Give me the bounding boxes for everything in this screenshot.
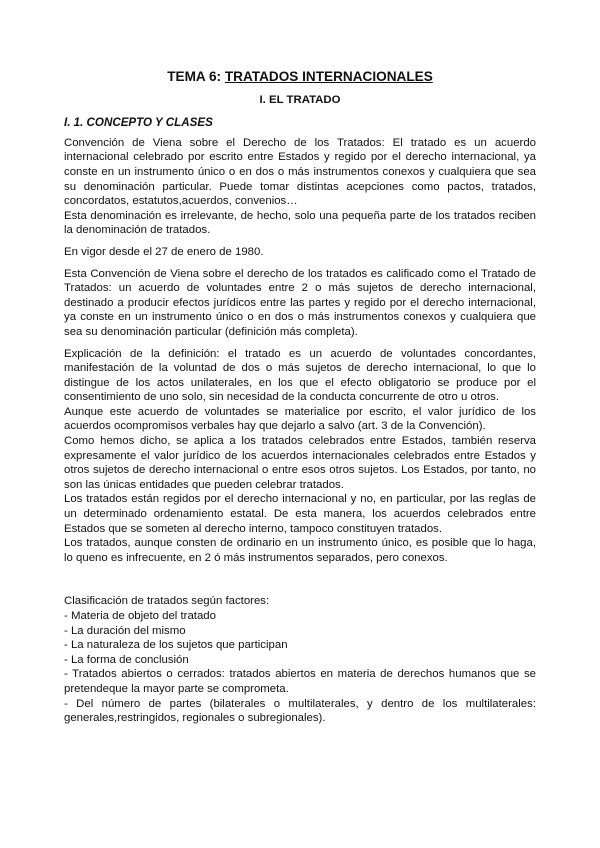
paragraph-instruments: Los tratados, aunque consten de ordinario en un instrumento único, es posible que lo haga, lo queno es infrecuente, en 2 ó más instrumentos separados, pero conexos. bbox=[64, 537, 536, 564]
list-item: - Materia de objeto del tratado bbox=[64, 610, 216, 622]
title-prefix: TEMA 6: bbox=[167, 69, 225, 84]
list-item: - Tratados abiertos o cerrados: tratados abiertos en materia de derechos humanos que se pretendeque la mayor parte se comprometa. bbox=[64, 668, 536, 695]
paragraph-international-law: Los tratados están regidos por el derecho internacional y no, en particular, por las reglas de un determinado ordenamiento estatal. De esta manera, los acuerdos celebrados entre Estados que se someten al derecho interno, tampoco constituyen tratados. bbox=[64, 493, 536, 535]
classification-intro: Clasificación de tratados según factores: bbox=[64, 595, 270, 608]
paragraph-treaty-of-treaties: Esta Convención de Viena sobre el derecho de los tratados es calificado como el Tratado de Tratados: un acuerdo de voluntades entre 2 o más sujetos de derecho internacional, destinado a producir efectos jurídicos entre las partes y regido por el derecho internacional, ya conste en un instrumento único o en dos o más instrumentos conexos y cualquiera que sea su denominación particular (definición más completa). bbox=[64, 267, 536, 338]
document-page bbox=[64, 70, 536, 726]
list-item: - Del número de partes (bilaterales o multilaterales, y dentro de los multilaterales: generales,restringidos, regionales o subregionales). bbox=[64, 697, 536, 725]
paragraph-in-force: En vigor desde el 27 de enero de 1980. bbox=[64, 245, 264, 258]
subtitle: I. EL TRATADO bbox=[259, 93, 341, 106]
section-heading: I. 1. CONCEPTO Y CLASES bbox=[64, 116, 213, 130]
list-item: - La duración del mismo bbox=[64, 624, 186, 637]
list-item: - La naturaleza de los sujetos que participan bbox=[64, 639, 288, 652]
page-title bbox=[64, 70, 536, 85]
list-item: - La forma de conclusión bbox=[64, 653, 189, 666]
paragraph-definition: Convención de Viena sobre el Derecho de los Tratados: El tratado es un acuerdo internacional celebrado por escrito entre Estados y regido por el derecho internacional, ya conste en un instrumento único o en dos o más instrumentos conexos y cualquiera que sea su denominación particular. Puede tomar distintas acepciones como pactos, tratados, concordatos, estatutos,acuerdos, convenios… bbox=[64, 136, 536, 208]
paragraph-verbal-agreements: Aunque este acuerdo de voluntades se materialice por escrito, el valor jurídico de los acuerdos ocompromisos verbales hay que dejarlo a salvo (art. 3 de la Convención). bbox=[64, 405, 536, 433]
paragraph-denomination: Esta denominación es irrelevante, de hecho, solo una pequeña parte de los tratados reciben la denominación de tratados. bbox=[64, 209, 536, 237]
spacer bbox=[64, 565, 536, 594]
title-main: TRATADOS INTERNACIONALES bbox=[224, 69, 433, 84]
classification-list bbox=[64, 594, 536, 725]
paragraph-other-subjects: Como hemos dicho, se aplica a los tratados celebrados entre Estados, también reserva expresamente el valor jurídico de los acuerdos internacionales celebrados entre Estados y otros sujetos de derecho internacional o entre esos otros sujetos. Los Estados, por tanto, no son las únicas entidades que pueden celebrar tratados. bbox=[64, 435, 536, 491]
paragraph-explanation: Explicación de la definición: el tratado es un acuerdo de voluntades concordantes, manifestación de la voluntad de dos o más sujetos de derecho internacional, lo que lo distingue de los actos unilaterales, en los que el efecto obligatorio se produce por el consentimiento de uno solo, sin necesidad de la conducta concurrente de otro u otros. bbox=[64, 347, 536, 404]
